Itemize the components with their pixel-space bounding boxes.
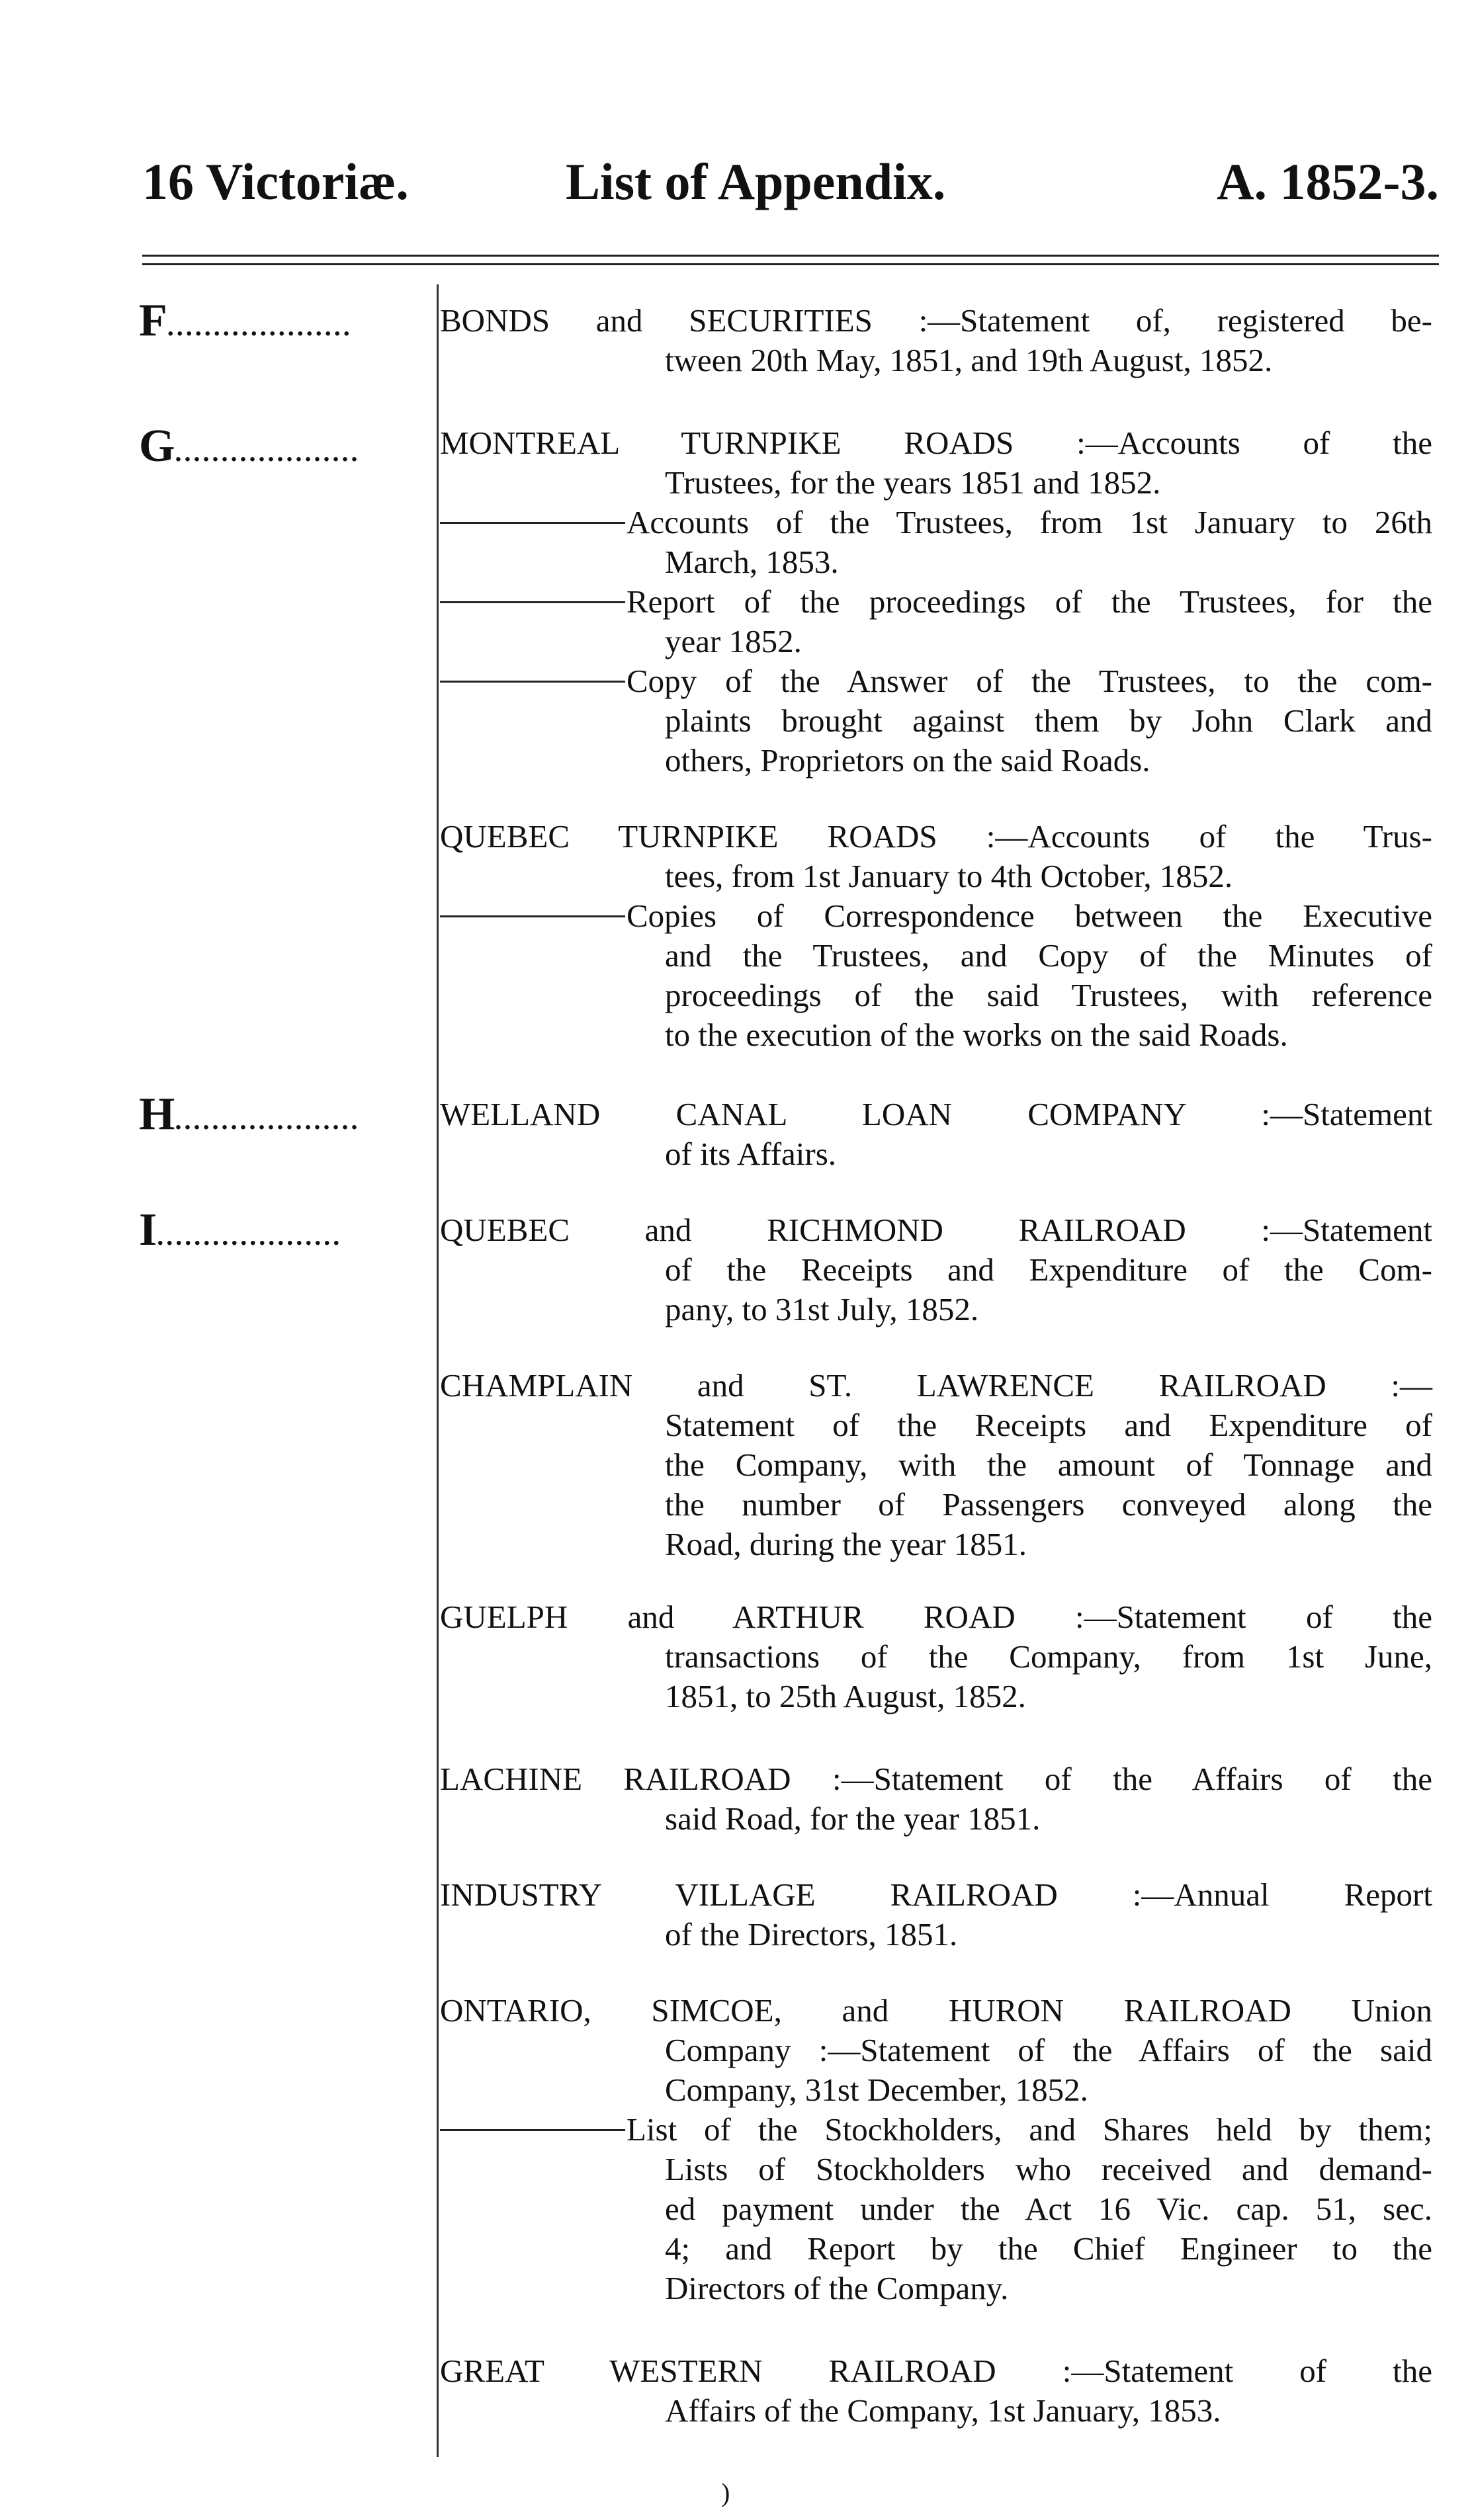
entry-line: the Company, with the amount of Tonnage and — [665, 1447, 1432, 1483]
section-letter-text: H — [139, 1091, 175, 1138]
entry-line: and the Trustees, and Copy of the Minutes of — [665, 937, 1432, 974]
leader-dots: .................... — [167, 312, 353, 341]
entry-line: CHAMPLAIN and ST. LAWRENCE RAILROAD :— — [440, 1367, 1432, 1404]
sub-entry — [440, 2110, 1432, 2308]
entry-line: Road, during the year 1851. — [665, 1526, 1027, 1562]
appendix-entry — [440, 1759, 1432, 1839]
entry-line: Company, 31st December, 1852. — [665, 2072, 1088, 2108]
section-letter-h — [139, 1091, 430, 1138]
entry-line: LACHINE RAILROAD :—Statement of the Affairs of the — [440, 1761, 1432, 1797]
entry-line: Directors of the Company. — [665, 2270, 1009, 2306]
appendix-entry — [440, 1095, 1432, 1174]
entry-line: said Road, for the year 1851. — [665, 1800, 1041, 1837]
entry-line: of the Directors, 1851. — [665, 1916, 958, 1953]
sub-entry — [440, 661, 1432, 780]
entry-line: Company :—Statement of the Affairs of the said — [665, 2032, 1432, 2068]
entry-line — [440, 2110, 1432, 2150]
header-appendix-year: A. 1852-3. — [1217, 153, 1439, 210]
entry-line: ONTARIO, SIMCOE, and HURON RAILROAD Union — [440, 1992, 1432, 2029]
entry-line: tween 20th May, 1851, and 19th August, 1852. — [665, 342, 1273, 378]
appendix-entry — [440, 1210, 1432, 1329]
entry-line: of its Affairs. — [665, 1136, 837, 1172]
entry-line-text: Report of the proceedings of the Trustees, for the — [627, 583, 1432, 620]
ditto-dash — [440, 601, 625, 603]
column-divider — [437, 284, 439, 2457]
sub-entry — [440, 896, 1432, 1055]
entry-line: QUEBEC TURNPIKE ROADS :—Accounts of the Trus- — [440, 818, 1432, 855]
section-letter-g — [139, 423, 430, 470]
entry-line — [440, 582, 1432, 622]
entry-line: WELLAND CANAL LOAN COMPANY :—Statement — [440, 1096, 1432, 1132]
ditto-dash — [440, 522, 625, 524]
leader-dots: .................... — [175, 437, 361, 467]
ditto-dash — [440, 915, 625, 917]
appendix-entry — [440, 1366, 1432, 1564]
leader-dots: .................... — [175, 1105, 361, 1135]
entry-line: INDUSTRY VILLAGE RAILROAD :—Annual Report — [440, 1876, 1432, 1913]
entry-line-text: Copy of the Answer of the Trustees, to the com- — [627, 663, 1432, 699]
sub-entry — [440, 582, 1432, 661]
appendix-entry — [440, 1597, 1432, 1716]
header-rule-bottom — [142, 263, 1439, 265]
entry-line: to the execution of the works on the said Roads. — [665, 1017, 1288, 1053]
entry-line: Lists of Stockholders who received and demand- — [665, 2151, 1432, 2187]
entry-line: Statement of the Receipts and Expenditure of — [665, 1407, 1432, 1443]
entry-line: pany, to 31st July, 1852. — [665, 1291, 979, 1327]
entry-line — [440, 661, 1432, 701]
appendix-entry — [440, 2351, 1432, 2431]
leader-dots: .................... — [157, 1221, 343, 1251]
section-letter-f — [139, 298, 430, 344]
entry-line: the number of Passengers conveyed along the — [665, 1486, 1432, 1523]
page-mark: ) — [721, 2478, 730, 2507]
entry-line: GUELPH and ARTHUR ROAD :—Statement of the — [440, 1599, 1432, 1635]
entry-line: of the Receipts and Expenditure of the Com- — [665, 1251, 1432, 1288]
entry-line: transactions of the Company, from 1st June, — [665, 1638, 1432, 1675]
entry-line: ed payment under the Act 16 Vic. cap. 51, sec. — [665, 2191, 1432, 2227]
section-letter-i — [139, 1207, 430, 1253]
entry-line-text: Accounts of the Trustees, from 1st January to 26th — [627, 504, 1432, 540]
ditto-dash — [440, 681, 625, 683]
entry-line: QUEBEC and RICHMOND RAILROAD :—Statement — [440, 1212, 1432, 1248]
entry-line: Trustees, for the years 1851 and 1852. — [665, 464, 1161, 501]
section-letter-text: I — [139, 1207, 157, 1253]
entry-line: 4; and Report by the Chief Engineer to the — [665, 2230, 1432, 2267]
entry-line: Affairs of the Company, 1st January, 1853. — [665, 2392, 1221, 2429]
entry-line: plaints brought against them by John Clark and — [665, 702, 1432, 739]
entry-line: proceedings of the said Trustees, with reference — [665, 977, 1432, 1013]
page-header — [142, 152, 1439, 225]
entry-line-text: List of the Stockholders, and Shares held by them; — [627, 2111, 1432, 2148]
header-rule-top — [142, 255, 1439, 257]
header-session: 16 Victoriæ. — [142, 153, 409, 210]
entry-line: year 1852. — [665, 623, 802, 659]
ditto-dash — [440, 2129, 625, 2131]
entry-line — [440, 503, 1432, 542]
entry-line: tees, from 1st January to 4th October, 1852. — [665, 858, 1233, 894]
appendix-entry — [440, 1875, 1432, 1954]
appendix-entry — [440, 1991, 1432, 2110]
appendix-entry — [440, 301, 1432, 380]
appendix-entry — [440, 423, 1432, 503]
entry-line: others, Proprietors on the said Roads. — [665, 742, 1150, 778]
appendix-entry — [440, 817, 1432, 896]
header-title: List of Appendix. — [566, 153, 946, 210]
sub-entry — [440, 503, 1432, 582]
section-letter-text: G — [139, 423, 175, 470]
section-letter-text: F — [139, 298, 167, 344]
entry-line-text: Copies of Correspondence between the Executive — [627, 898, 1432, 934]
entry-line: March, 1853. — [665, 544, 839, 580]
entry-line — [440, 896, 1432, 936]
entry-line: 1851, to 25th August, 1852. — [665, 1678, 1026, 1714]
entry-line: MONTREAL TURNPIKE ROADS :—Accounts of the — [440, 425, 1432, 461]
entry-line: BONDS and SECURITIES :—Statement of, registered be- — [440, 302, 1432, 339]
entry-line: GREAT WESTERN RAILROAD :—Statement of the — [440, 2353, 1432, 2389]
